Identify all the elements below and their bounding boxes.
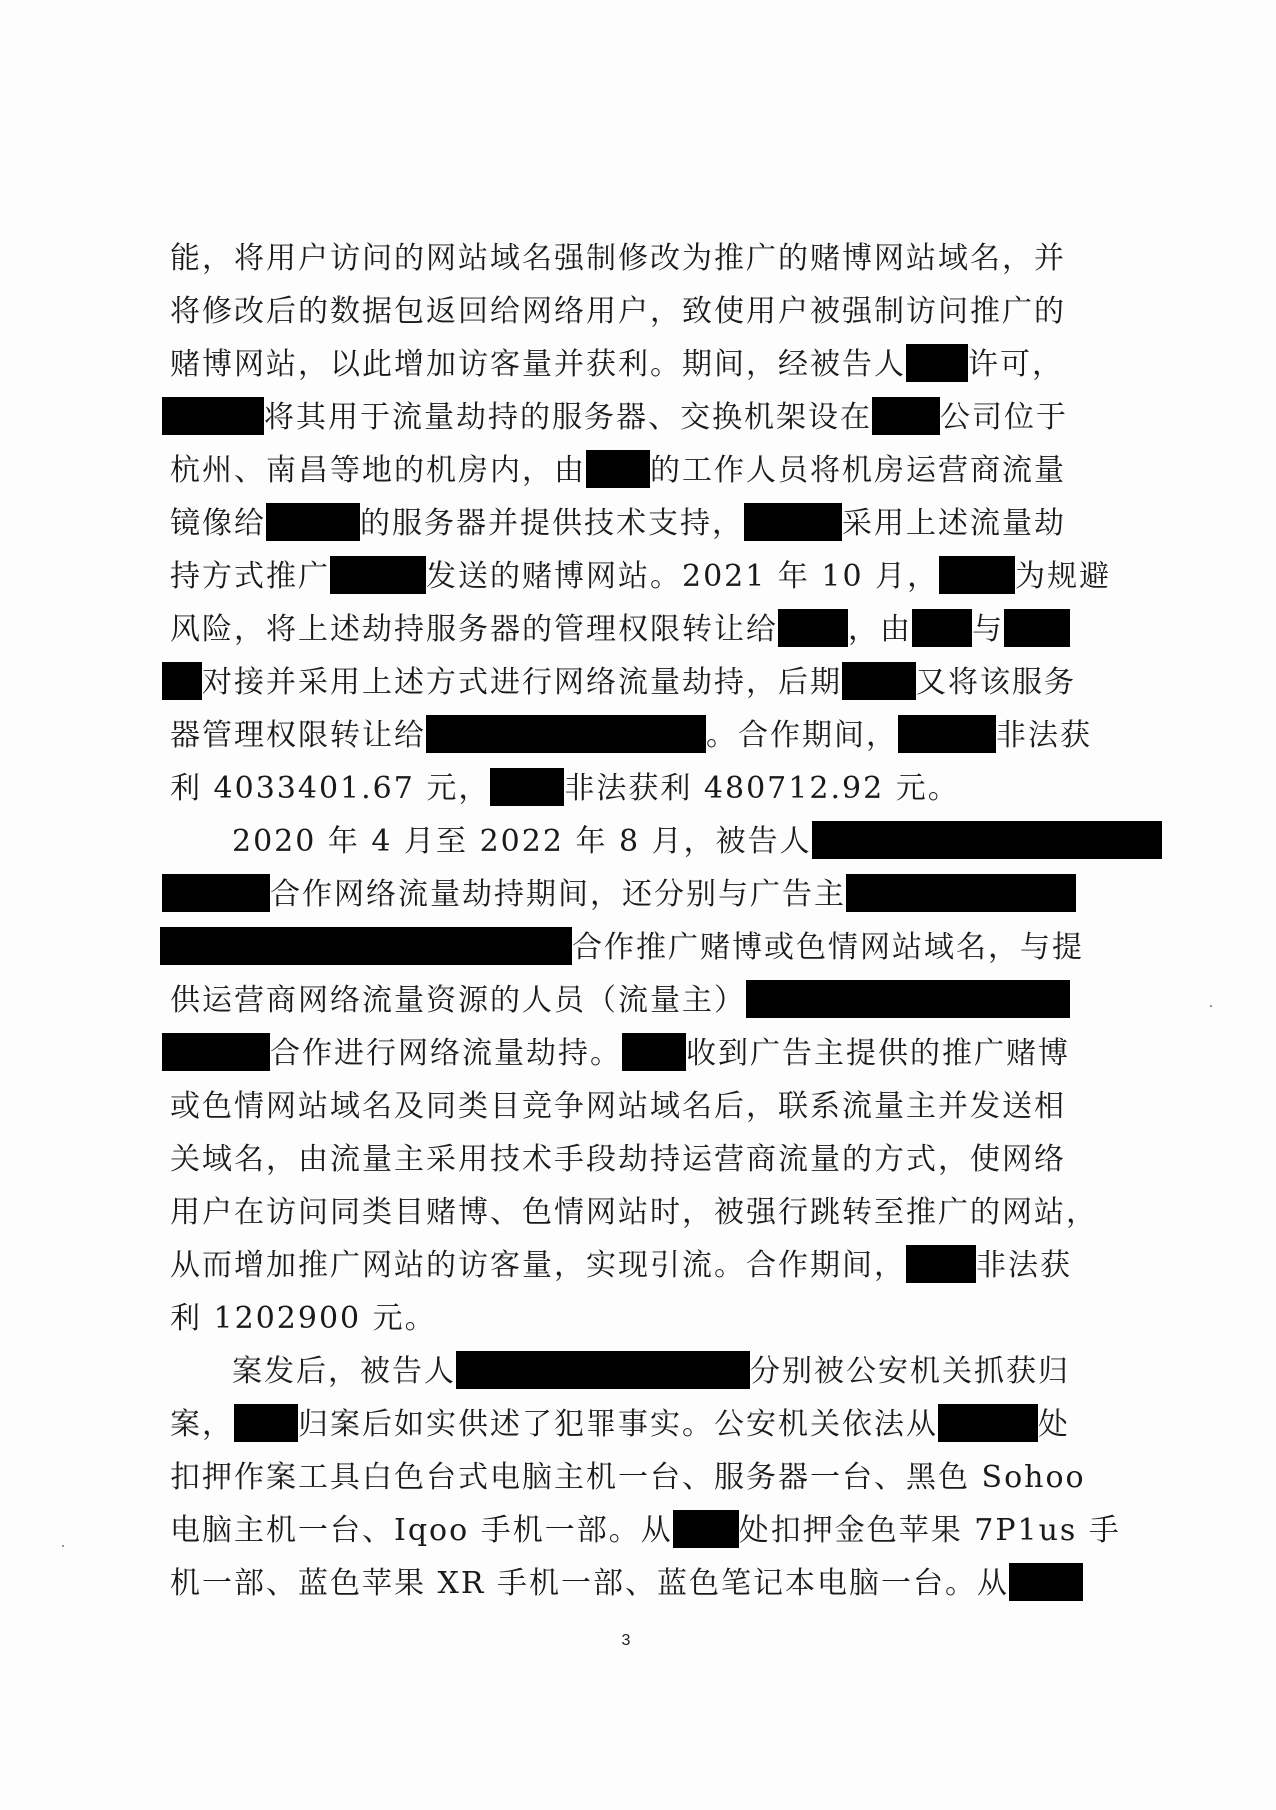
text-line [170, 1292, 1090, 1345]
text-line [170, 1398, 1090, 1451]
text-segment: 采用上述流量劫 [842, 506, 1066, 541]
text-segment: 非法获 [976, 1248, 1072, 1283]
redaction-bar [906, 1245, 976, 1283]
text-segment: 2020 年 4 月至 2022 年 8 月，被告人 [232, 824, 812, 859]
text-segment: 发送的赌博网站。2021 年 10 月， [426, 559, 940, 594]
text-segment: 将修改后的数据包返回给网络用户，致使用户被强制访问推广的 [170, 294, 1066, 329]
text-segment: ，由 [848, 612, 912, 647]
redaction-bar [622, 1033, 686, 1071]
redaction-bar [673, 1510, 739, 1548]
text-segment: 为规避 [1015, 559, 1112, 594]
text-line [160, 921, 1090, 974]
text-line [170, 497, 1090, 550]
text-line [162, 391, 1090, 444]
text-segment: 对接并采用上述方式进行网络流量劫持，后期 [202, 665, 842, 700]
redaction-bar [744, 503, 842, 541]
text-segment: 将其用于流量劫持的服务器、交换机架设在 [264, 400, 872, 435]
text-segment: 能，将用户访问的网站域名强制修改为推广的赌博网站域名，并 [170, 241, 1066, 276]
text-line [162, 656, 1090, 709]
text-segment: 镜像给 [170, 506, 266, 541]
redaction-bar [330, 556, 426, 594]
redaction-bar [162, 662, 202, 700]
text-line [170, 550, 1112, 603]
text-segment: 利 1202900 元。 [170, 1301, 437, 1336]
text-line [170, 338, 1090, 391]
redaction-bar [266, 503, 360, 541]
redaction-bar [939, 556, 1015, 594]
scan-speck [62, 1545, 64, 1547]
scan-speck [1210, 1005, 1212, 1007]
text-segment: 持方式推广 [170, 559, 330, 594]
text-line [170, 1080, 1090, 1133]
text-segment: 归案后如实供述了犯罪事实。公安机关依法从 [298, 1407, 938, 1442]
redaction-bar [160, 927, 572, 965]
text-segment: 案发后，被告人 [232, 1354, 456, 1389]
text-segment: 收到广告主提供的推广赌博 [686, 1036, 1070, 1071]
redaction-bar [938, 1404, 1038, 1442]
text-line [170, 815, 1090, 868]
redaction-bar [812, 821, 1162, 859]
text-segment: 赌博网站，以此增加访客量并获利。期间，经被告人 [170, 347, 906, 382]
text-segment: 杭州、南昌等地的机房内，由 [170, 453, 586, 488]
text-segment: 机一部、蓝色苹果 XR 手机一部、蓝色笔记本电脑一台。从 [170, 1566, 1010, 1601]
text-segment: 公司位于 [940, 400, 1068, 435]
redaction-bar [778, 609, 848, 647]
text-line [170, 1451, 1090, 1504]
text-line [170, 603, 1090, 656]
redaction-bar [842, 662, 916, 700]
text-line [170, 709, 1090, 762]
redaction-bar [1004, 609, 1070, 647]
text-segment: 。合作期间， [706, 718, 898, 753]
redaction-bar [898, 715, 996, 753]
text-line [170, 974, 1090, 1027]
text-segment: 或色情网站域名及同类目竞争网站域名后，联系流量主并发送相 [170, 1089, 1066, 1124]
text-segment: 许可， [968, 347, 1064, 382]
redaction-bar [162, 397, 264, 435]
redaction-bar [426, 715, 706, 753]
text-segment: 从而增加推广网站的访客量，实现引流。合作期间， [170, 1248, 906, 1283]
text-segment: 利 4033401.67 元， [170, 771, 491, 806]
redaction-bar [1009, 1563, 1083, 1601]
text-segment: 又将该服务 [916, 665, 1076, 700]
text-segment: 用户在访问同类目赌博、色情网站时，被强行跳转至推广的网站， [170, 1195, 1098, 1230]
text-line [170, 1504, 1121, 1557]
redaction-bar [746, 980, 1070, 1018]
redaction-bar [912, 609, 972, 647]
text-line [170, 232, 1090, 285]
text-segment: 合作推广赌博或色情网站域名，与提 [572, 930, 1084, 965]
redaction-bar [234, 1404, 298, 1442]
text-segment: 与 [972, 612, 1004, 647]
text-line [162, 868, 1090, 921]
redaction-bar [162, 874, 270, 912]
text-segment: 风险，将上述劫持服务器的管理权限转让给 [170, 612, 778, 647]
text-line [162, 1027, 1090, 1080]
redaction-bar [162, 1033, 270, 1071]
text-segment: 关域名，由流量主采用技术手段劫持运营商流量的方式，使网络 [170, 1142, 1066, 1177]
text-line [170, 1239, 1090, 1292]
text-segment: 电脑主机一台、Iqoo 手机一部。从 [170, 1513, 673, 1548]
redaction-bar [906, 344, 968, 382]
text-segment: 合作进行网络流量劫持。 [270, 1036, 622, 1071]
redaction-bar [586, 450, 650, 488]
text-segment: 处 [1038, 1407, 1070, 1442]
redaction-bar [456, 1351, 750, 1389]
text-line [170, 444, 1090, 497]
redaction-bar [872, 397, 940, 435]
text-line [170, 285, 1090, 338]
text-line [170, 1186, 1098, 1239]
text-segment: 处扣押金色苹果 7P1us 手 [738, 1513, 1121, 1548]
text-segment: 分别被公安机关抓获归 [750, 1354, 1070, 1389]
text-segment: 非法获 [996, 718, 1092, 753]
text-segment: 合作网络流量劫持期间，还分别与广告主 [270, 877, 846, 912]
text-line [170, 1345, 1090, 1398]
text-segment: 器管理权限转让给 [170, 718, 426, 753]
page-number: 3 [621, 1632, 631, 1649]
text-segment: 案， [170, 1407, 234, 1442]
text-line [170, 1133, 1090, 1186]
text-segment: 扣押作案工具白色台式电脑主机一台、服务器一台、黑色 Sohoo [170, 1460, 1086, 1495]
text-segment: 的工作人员将机房运营商流量 [650, 453, 1066, 488]
text-segment: 非法获利 480712.92 元。 [564, 771, 960, 806]
document-body [170, 232, 1121, 1610]
text-segment: 供运营商网络流量资源的人员（流量主） [170, 983, 746, 1018]
redaction-bar [490, 768, 564, 806]
text-line [170, 762, 1090, 815]
text-segment: 的服务器并提供技术支持， [360, 506, 744, 541]
redaction-bar [846, 874, 1076, 912]
text-line [170, 1557, 1090, 1610]
